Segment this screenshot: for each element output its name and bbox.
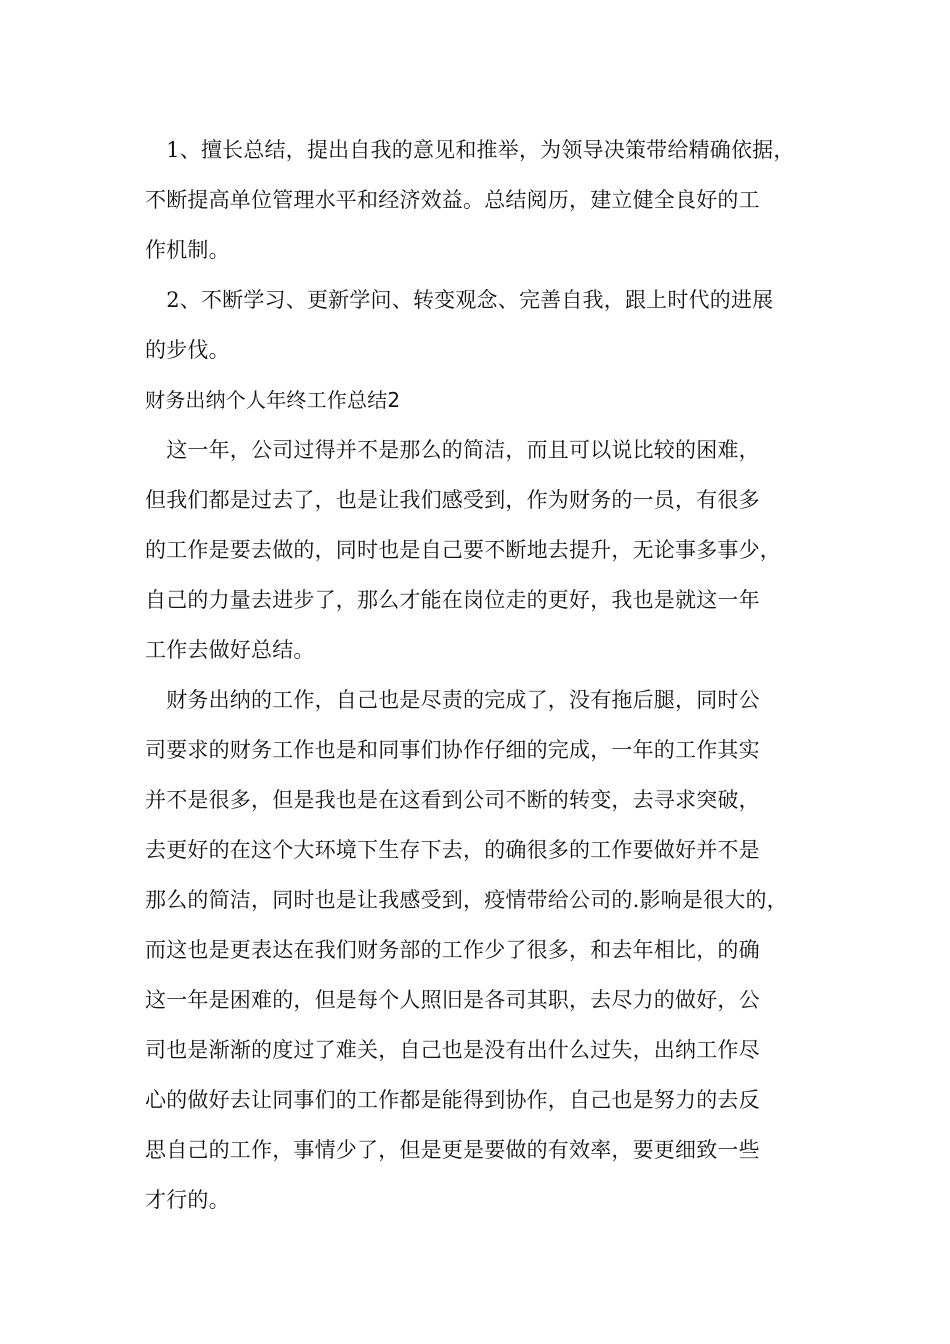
paragraph-line: 才行的。 xyxy=(145,1188,230,1212)
paragraph-line: 不断提高单位管理水平和经济效益。总结阅历，建立健全良好的工 xyxy=(145,188,760,212)
paragraph-line: 财务出纳的工作，自己也是尽责的完成了，没有拖后腿，同时公 xyxy=(145,688,760,712)
paragraph-line: 2、不断学习、更新学问、转变观念、完善自我，跟上时代的进展 xyxy=(145,288,774,312)
paragraph-line: 司也是渐渐的度过了难关，自己也是没有出什么过失，出纳工作尽 xyxy=(145,1038,760,1062)
paragraph-line: 自己的力量去进步了，那么才能在岗位走的更好，我也是就这一年 xyxy=(145,588,760,612)
paragraph-line: 但我们都是过去了，也是让我们感受到，作为财务的一员，有很多 xyxy=(145,488,760,512)
paragraph-line: 的工作是要去做的，同时也是自己要不断地去提升，无论事多事少， xyxy=(145,538,781,562)
paragraph-line: 工作去做好总结。 xyxy=(145,638,315,662)
paragraph-line: 这一年，公司过得并不是那么的简洁，而且可以说比较的困难， xyxy=(145,438,760,462)
paragraph-line: 而这也是更表达在我们财务部的工作少了很多，和去年相比，的确 xyxy=(145,938,760,962)
paragraph-line: 并不是很多，但是我也是在这看到公司不断的转变，去寻求突破， xyxy=(145,788,760,812)
paragraph-line: 思自己的工作，事情少了，但是更是要做的有效率，要更细致一些 xyxy=(145,1138,760,1162)
paragraph-line: 1、擅长总结，提出自我的意见和推举，为领导决策带给精确依据， xyxy=(145,138,795,162)
paragraph-line: 的步伐。 xyxy=(145,338,230,362)
paragraph-line: 这一年是困难的，但是每个人照旧是各司其职，去尽力的做好，公 xyxy=(145,988,760,1012)
paragraph-line: 去更好的在这个大环境下生存下去，的确很多的工作要做好并不是 xyxy=(145,838,760,862)
section-heading: 财务出纳个人年终工作总结2 xyxy=(145,388,401,412)
paragraph-line: 心的做好去让同事们的工作都是能得到协作，自己也是努力的去反 xyxy=(145,1088,760,1112)
paragraph-line: 作机制。 xyxy=(145,238,230,262)
paragraph-line: 那么的简洁，同时也是让我感受到，疫情带给公司的.影响是很大的， xyxy=(145,888,788,912)
paragraph-line: 司要求的财务工作也是和同事们协作仔细的完成，一年的工作其实 xyxy=(145,738,760,762)
